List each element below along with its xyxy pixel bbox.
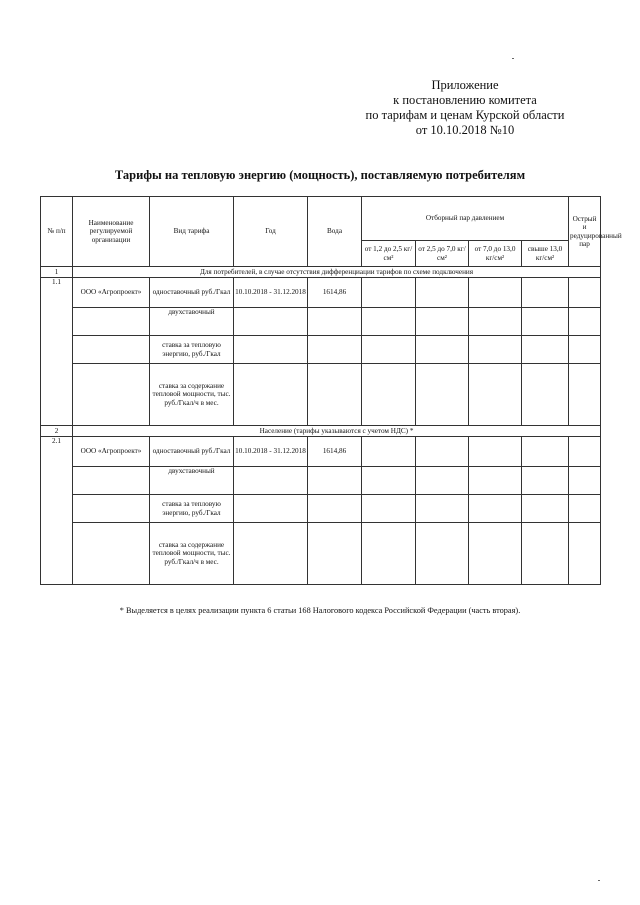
tariff-kind: ставка за тепловую энергию, руб./Гкал <box>150 495 234 523</box>
header-row <box>41 197 601 241</box>
tariff-kind: одноставочный руб./Гкал <box>150 437 234 467</box>
tariff-period: 10.10.2018 - 31.12.2018 <box>234 278 308 308</box>
empty-cell <box>308 495 362 523</box>
empty-cell <box>469 278 522 308</box>
appendix-line: по тарифам и ценам Курской области <box>365 108 565 122</box>
appendix-line: Приложение <box>431 78 499 92</box>
empty-cell <box>73 523 150 585</box>
header-year: Год <box>234 197 308 267</box>
appendix-line: от 10.10.2018 №10 <box>415 123 515 137</box>
table-row <box>41 364 601 426</box>
empty-cell <box>569 364 601 426</box>
appendix-line: к постановлению комитета <box>393 93 537 107</box>
tariff-kind: ставка за содержание тепловой мощности, тыс. руб./Гкал/ч в мес. <box>150 364 234 426</box>
header-kind: Вид тарифа <box>150 197 234 267</box>
empty-cell <box>469 336 522 364</box>
empty-cell <box>234 495 308 523</box>
scan-speck <box>598 880 600 881</box>
empty-cell <box>569 278 601 308</box>
tariff-water: 1614,86 <box>308 278 362 308</box>
empty-cell <box>308 523 362 585</box>
section-label: Население (тарифы указываются с учетом НДС) * <box>73 426 601 437</box>
empty-cell <box>522 308 569 336</box>
tariff-kind: одноставочный руб./Гкал <box>150 278 234 308</box>
empty-cell <box>362 336 416 364</box>
sub-num: 2.1 <box>41 437 73 585</box>
empty-cell <box>362 364 416 426</box>
empty-cell <box>234 364 308 426</box>
empty-cell <box>522 364 569 426</box>
empty-cell <box>73 364 150 426</box>
empty-cell <box>73 495 150 523</box>
empty-cell <box>308 364 362 426</box>
empty-cell <box>73 308 150 336</box>
empty-cell <box>416 308 469 336</box>
tariff-water: 1614,86 <box>308 437 362 467</box>
appendix-block <box>330 78 600 138</box>
empty-cell <box>416 364 469 426</box>
table-row <box>41 278 601 308</box>
empty-cell <box>469 437 522 467</box>
empty-cell <box>522 467 569 495</box>
empty-cell <box>308 308 362 336</box>
empty-cell <box>469 308 522 336</box>
header-water: Вода <box>308 197 362 267</box>
table-row <box>41 523 601 585</box>
sub-num: 1.1 <box>41 278 73 426</box>
header-pressure-3: от 7,0 до 13,0 кг/см² <box>469 241 522 267</box>
empty-cell <box>362 278 416 308</box>
empty-cell <box>73 336 150 364</box>
empty-cell <box>522 336 569 364</box>
empty-cell <box>308 467 362 495</box>
table-row <box>41 308 601 336</box>
empty-cell <box>234 308 308 336</box>
tariff-kind: двухставочный <box>150 467 234 495</box>
section-row <box>41 267 601 278</box>
empty-cell <box>416 278 469 308</box>
empty-cell <box>469 364 522 426</box>
tariff-table <box>40 196 622 585</box>
table-row <box>41 467 601 495</box>
empty-cell <box>362 495 416 523</box>
empty-cell <box>362 523 416 585</box>
empty-cell <box>569 467 601 495</box>
table-row <box>41 495 601 523</box>
empty-cell <box>469 523 522 585</box>
empty-cell <box>234 467 308 495</box>
empty-cell <box>522 278 569 308</box>
table-row <box>41 336 601 364</box>
tariff-kind: ставка за содержание тепловой мощности, тыс. руб./Гкал/ч в мес. <box>150 523 234 585</box>
empty-cell <box>569 437 601 467</box>
header-org: Наименование регулируемой организации <box>73 197 150 267</box>
scan-speck <box>512 58 514 59</box>
empty-cell <box>308 336 362 364</box>
empty-cell <box>416 467 469 495</box>
empty-cell <box>416 336 469 364</box>
header-steam-group: Отборный пар давлением <box>362 197 569 241</box>
empty-cell <box>362 467 416 495</box>
footnote: * Выделяется в целях реализации пункта 6 статьи 168 Налогового кодекса Российской Федерации (часть вторая). <box>119 606 521 615</box>
header-pressure-4: свыше 13,0 кг/см² <box>522 241 569 267</box>
section-row <box>41 426 601 437</box>
tariff-period: 10.10.2018 - 31.12.2018 <box>234 437 308 467</box>
header-num: № п/п <box>41 197 73 267</box>
empty-cell <box>569 308 601 336</box>
table-row <box>41 437 601 467</box>
empty-cell <box>416 495 469 523</box>
header-sharp-steam: Острый и редуцированный пар <box>569 197 601 267</box>
empty-cell <box>569 336 601 364</box>
tariff-kind: двухставочный <box>150 308 234 336</box>
tariff-kind: ставка за тепловую энергию, руб./Гкал <box>150 336 234 364</box>
org-name: ООО «Агропроект» <box>73 437 150 467</box>
empty-cell <box>362 308 416 336</box>
empty-cell <box>522 495 569 523</box>
empty-cell <box>522 437 569 467</box>
section-num: 1 <box>41 267 73 278</box>
empty-cell <box>469 467 522 495</box>
empty-cell <box>234 523 308 585</box>
empty-cell <box>73 467 150 495</box>
header-pressure-2: от 2,5 до 7,0 кг/см² <box>416 241 469 267</box>
empty-cell <box>569 523 601 585</box>
empty-cell <box>522 523 569 585</box>
org-name: ООО «Агропроект» <box>73 278 150 308</box>
empty-cell <box>362 437 416 467</box>
empty-cell <box>469 495 522 523</box>
empty-cell <box>416 523 469 585</box>
section-label: Для потребителей, в случае отсутствия дифференциации тарифов по схеме подключения <box>73 267 601 278</box>
empty-cell <box>569 495 601 523</box>
document-title: Тарифы на тепловую энергию (мощность), поставляемую потребителям <box>114 168 526 182</box>
empty-cell <box>416 437 469 467</box>
empty-cell <box>234 336 308 364</box>
header-pressure-1: от 1,2 до 2,5 кг/см² <box>362 241 416 267</box>
section-num: 2 <box>41 426 73 437</box>
